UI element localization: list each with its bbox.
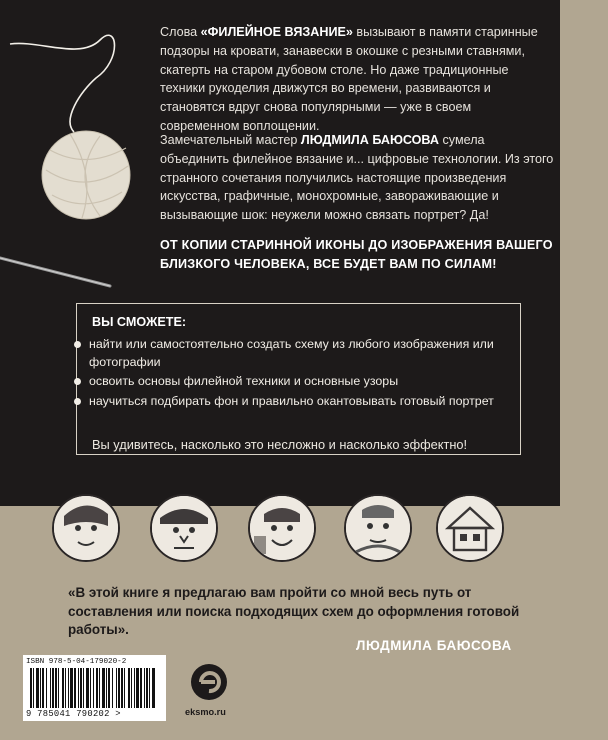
man-portrait-icon — [150, 494, 218, 562]
benefits-list — [72, 336, 512, 412]
barcode-number: 9 785041 790202 > — [26, 709, 121, 719]
bullet-icon — [74, 378, 81, 385]
bullet-icon — [74, 341, 81, 348]
list-item: найти или самостоятельно создать схему из любого изображения или фотографии — [72, 336, 512, 371]
yarn-ball-icon — [0, 0, 160, 300]
headline: ОТ КОПИИ СТАРИННОЙ ИКОНЫ ДО ИЗОБРАЖЕНИЯ ВАШЕГО БЛИЗКОГО ЧЕЛОВЕКА, ВСЕ БУДЕТ ВАМ ПО СИЛАМ! — [160, 238, 553, 271]
child-portrait-icon — [248, 494, 316, 562]
list-item: освоить основы филейной техники и основные узоры — [72, 373, 512, 391]
benefits-title: ВЫ СМОЖЕТЕ: — [92, 315, 187, 329]
author-quote: «В этой книге я предлагаю вам пройти со мной весь путь от составления или поиска подходящих схем до оформления готовой работы». — [68, 585, 520, 638]
isbn-label: ISBN 978-5-04-179020-2 — [26, 658, 127, 666]
bullet-icon — [74, 398, 81, 405]
publisher-site: eksmo.ru — [185, 707, 226, 717]
eksmo-logo-icon — [189, 662, 229, 702]
list-item: научиться подбирать фон и правильно окантовывать готовый портрет — [72, 393, 512, 411]
author-name: ЛЮДМИЛА БАЮСОВА — [356, 638, 512, 653]
barcode-bars-icon — [30, 668, 158, 708]
house-icon — [436, 494, 504, 562]
intro-paragraph-2: Замечательный мастер ЛЮДМИЛА БАЮСОВА сумела объединить филейное вязание и... цифровые технологии. Из этого странного сочетания получились настоящие произведения искусства, графичные, монохромные, завораживающие и вызывающие шок: неужели можно связать портрет? Да! — [160, 133, 554, 223]
woman-portrait-icon — [52, 494, 120, 562]
elder-portrait-icon — [344, 494, 412, 562]
sample-portraits — [0, 494, 608, 574]
band-text: Вы удивитесь, насколько это несложно и насколько эффектно! — [92, 437, 468, 452]
intro-paragraph-1: Слова «ФИЛЕЙНОЕ ВЯЗАНИЕ» вызывают в памяти старинные подзоры на кровати, занавески в окошке с резными ставнями, скатерть на старом дубовом столе. Но даже традиционные техники рукоделия движутся во времени, развиваются и становятся вдруг снова популярными — уже в своем современном воплощении. — [160, 25, 538, 133]
